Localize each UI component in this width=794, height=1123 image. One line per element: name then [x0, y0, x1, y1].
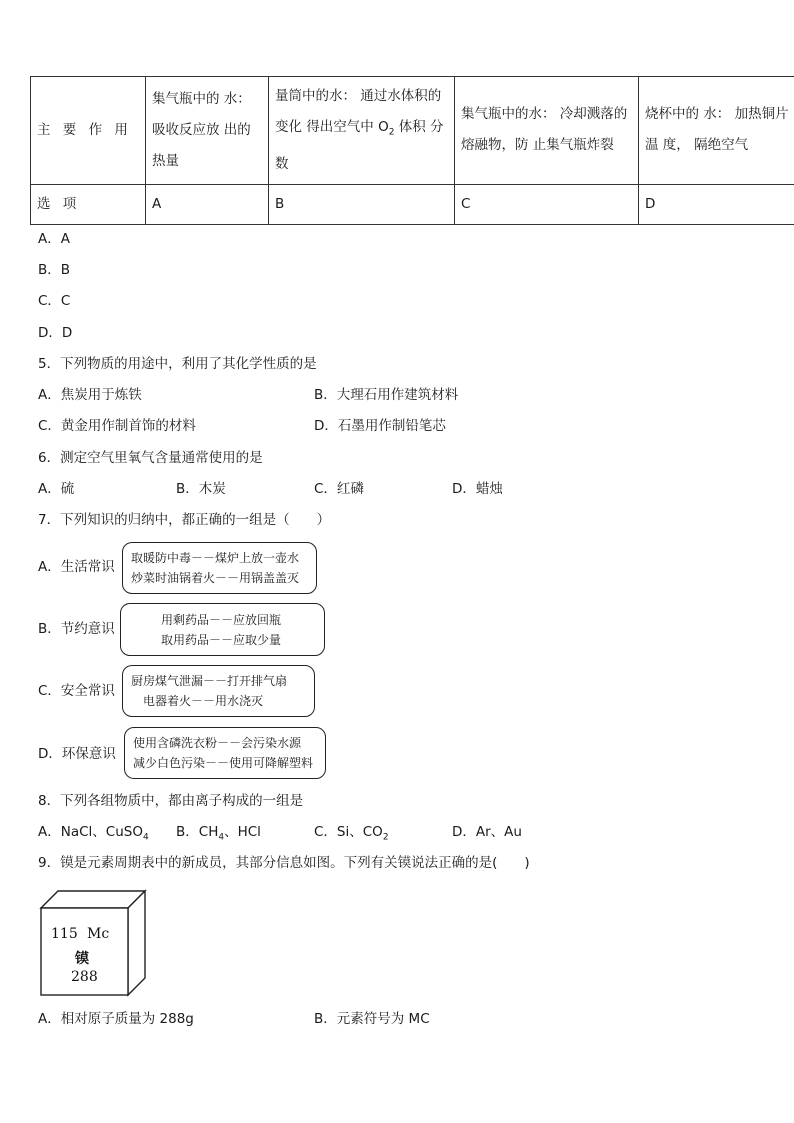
- box-line: 电器着火－－用水浇灭: [143, 694, 264, 708]
- q9-option-b[interactable]: B．元素符号为 MC: [314, 1011, 430, 1027]
- q9-stem: 9．镆是元素周期表中的新成员，其部分信息如图。下列有关镆说法正确的是( ): [38, 855, 530, 871]
- table-cell-a: 集气瓶中的 水：吸收反应放 出的热量: [146, 77, 269, 185]
- table-cell-c: C: [455, 184, 639, 224]
- q6-option-c[interactable]: C．红磷: [314, 481, 364, 497]
- table-cell-header: 选 项: [31, 184, 146, 224]
- q5-option-a[interactable]: A．焦炭用于炼铁: [38, 387, 142, 403]
- q4-option-d[interactable]: D．D: [38, 325, 73, 341]
- option-text: C．Si、CO: [314, 824, 383, 840]
- q7-option-d[interactable]: D．环保意识: [38, 746, 116, 762]
- q7-option-b[interactable]: B．节约意识: [38, 621, 115, 637]
- table-cell-c: 集气瓶中的水： 冷却溅落的熔融物，防 止集气瓶炸裂: [455, 77, 639, 185]
- q8-stem: 8．下列各组物质中，都由离子构成的一组是: [38, 793, 304, 809]
- q5-option-b[interactable]: B．大理石用作建筑材料: [314, 387, 459, 403]
- box-line: 炒菜时油锅着火－－用锅盖盖灭: [131, 571, 300, 585]
- option-text: B．CH: [176, 824, 219, 840]
- q7-option-a[interactable]: A．生活常识: [38, 559, 115, 575]
- q7-stem: 7．下列知识的归纳中，都正确的一组是（ ）: [38, 512, 331, 528]
- q4-option-a[interactable]: A．A: [38, 231, 70, 247]
- q8-option-b[interactable]: [176, 823, 261, 847]
- q9-option-a[interactable]: A．相对原子质量为 288g: [38, 1011, 194, 1027]
- cell-text: 体积 分数: [275, 119, 444, 172]
- table-cell-d: 烧杯中的 水： 加热铜片温 度， 隔绝空气: [639, 77, 794, 185]
- subscript: 4: [142, 832, 149, 843]
- q8-option-a[interactable]: [38, 823, 149, 847]
- box-line: 用剩药品－－应放回瓶: [161, 613, 282, 627]
- box-line: 取暖防中毒－－煤炉上放一壶水: [131, 551, 300, 565]
- option-text: A．NaCl、CuSO: [38, 824, 143, 840]
- q4-option-c[interactable]: C．C: [38, 293, 71, 309]
- option-text: 、HCl: [224, 824, 261, 840]
- element-symbol: Mc: [87, 926, 110, 942]
- q4-table: [30, 76, 794, 225]
- element-name: 镆: [75, 951, 89, 967]
- table-cell-d: D: [639, 184, 794, 224]
- table-cell-a: A: [146, 184, 269, 224]
- q6-stem: 6．测定空气里氧气含量通常使用的是: [38, 450, 263, 466]
- table-cell-b: [269, 77, 455, 185]
- element-number: 115: [51, 926, 78, 942]
- cell-text: 量筒中的水： 通过水体积的变化 得出空气中 O: [275, 88, 442, 135]
- table-row: [31, 184, 794, 224]
- q8-option-c[interactable]: [314, 823, 389, 847]
- q5-option-c[interactable]: C．黄金用作制首饰的材料: [38, 418, 196, 434]
- box-line: 取用药品－－应取少量: [161, 633, 282, 647]
- q4-option-b[interactable]: B．B: [38, 262, 71, 278]
- q5-option-d[interactable]: D．石墨用作制铅笔芯: [314, 418, 446, 434]
- q6-option-d[interactable]: D．蜡烛: [452, 481, 503, 497]
- table-cell-b: B: [269, 184, 455, 224]
- subscript: 2: [388, 127, 395, 138]
- box-line: 减少白色污染－－使用可降解塑料: [133, 756, 314, 770]
- box-line: 厨房煤气泄漏－－打开排气扇: [131, 674, 288, 688]
- q7-box-a: [122, 542, 317, 594]
- q6-option-b[interactable]: B．木炭: [176, 481, 226, 497]
- box-line: 使用含磷洗衣粉－－会污染水源: [133, 736, 302, 750]
- subscript: 4: [218, 832, 225, 843]
- table-row: [31, 77, 794, 185]
- q5-stem: 5．下列物质的用途中，利用了其化学性质的是: [38, 356, 317, 372]
- element-mass: 288: [71, 969, 98, 985]
- q6-option-a[interactable]: A．硫: [38, 481, 75, 497]
- table-cell-header: 主 要 作 用: [31, 77, 146, 185]
- q7-box-c: [122, 665, 315, 717]
- q7-option-c[interactable]: C．安全常识: [38, 683, 115, 699]
- subscript: 2: [382, 832, 389, 843]
- q7-box-b: [120, 603, 325, 656]
- q7-box-d: [124, 727, 326, 779]
- element-cube-figure: [38, 888, 148, 998]
- q8-option-d[interactable]: [452, 823, 522, 841]
- option-text: D．Ar、Au: [452, 824, 522, 840]
